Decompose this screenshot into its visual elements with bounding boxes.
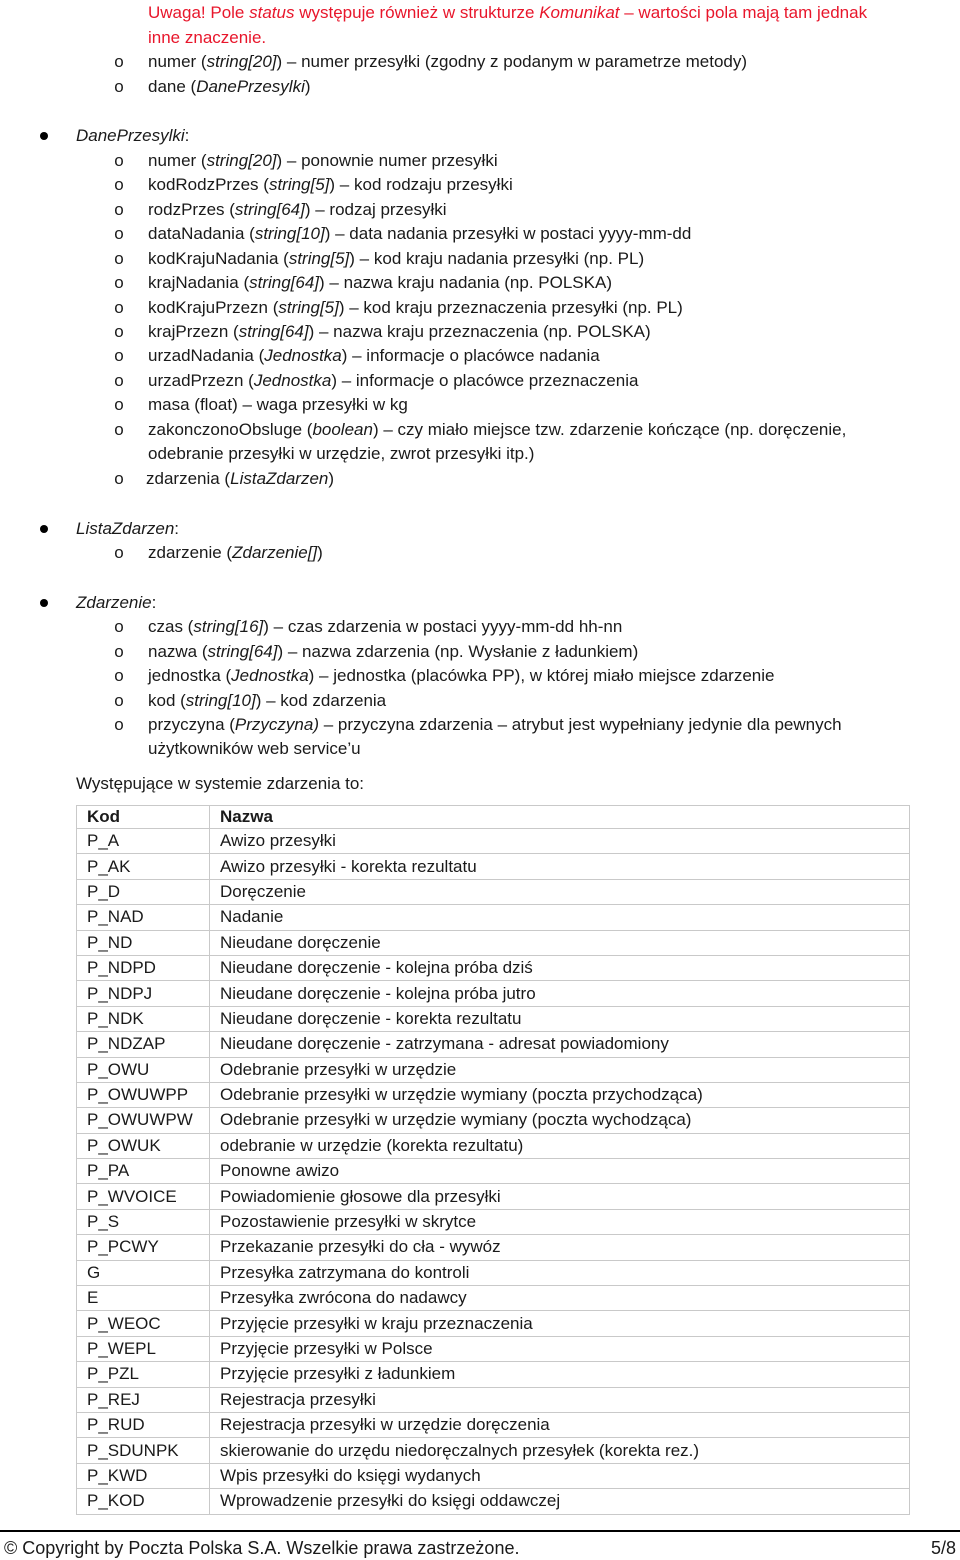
event-name-cell: Nieudane doręczenie - kolejna próba dziś <box>210 955 910 980</box>
event-name-cell: Przesyłka zwrócona do nadawcy <box>210 1286 910 1311</box>
sub-bullet-marker: o <box>114 151 124 170</box>
top-item-dane: dane (DanePrzesylki) <box>148 77 311 96</box>
warning-text: – wartości pola mają tam jednak <box>619 3 868 22</box>
warning-struct-komunikat: Komunikat <box>539 3 620 22</box>
event-name-cell: Nadanie <box>210 905 910 930</box>
event-name-cell: Przyjęcie przesyłki w Polsce <box>210 1336 910 1361</box>
event-code-cell: P_WVOICE <box>77 1184 210 1209</box>
event-name-cell: Odebranie przesyłki w urzędzie wymiany (poczta przychodząca) <box>210 1082 910 1107</box>
dane-item-continuation: odebranie przesyłki w urzędzie, zwrot przesyłki itp.) <box>148 444 535 463</box>
event-name-cell: Nieudane doręczenie - korekta rezultatu <box>210 1006 910 1031</box>
sub-bullet-marker: o <box>114 175 124 194</box>
warning-field-status: status <box>249 3 295 22</box>
event-code-cell: P_ND <box>77 930 210 955</box>
event-name-cell: Doręczenie <box>210 879 910 904</box>
sub-bullet-marker: o <box>114 691 124 710</box>
sub-bullet-marker: o <box>114 395 124 414</box>
dane-item-zdarzenia: zdarzenia (ListaZdarzen) <box>146 469 335 488</box>
top-item-numer: numer (string[20]) – numer przesyłki (zgodny z podanym w parametrze metody) <box>148 52 748 71</box>
event-code-cell: P_OWUWPW <box>77 1108 210 1133</box>
event-code-cell: P_NAD <box>77 905 210 930</box>
sub-bullet-marker: o <box>114 617 124 636</box>
event-code-cell: P_NDPJ <box>77 981 210 1006</box>
event-name-cell: Nieudane doręczenie <box>210 930 910 955</box>
table-row <box>77 930 910 955</box>
section-title-listazdarzen: ListaZdarzen: <box>76 519 180 538</box>
warning-text: występuje również w strukturze <box>294 3 540 22</box>
event-name-cell: Wpis przesyłki do księgi wydanych <box>210 1463 910 1488</box>
warning-text: Uwaga! Pole <box>148 3 250 22</box>
table-row <box>77 1108 910 1133</box>
dane-item: rodzPrzes (string[64]) – rodzaj przesyłki <box>148 200 447 219</box>
event-code-cell: P_OWUWPP <box>77 1082 210 1107</box>
sub-bullet-marker: o <box>114 224 124 243</box>
dane-item: urzadPrzezn (Jednostka) – informacje o placówce przeznaczenia <box>148 371 639 390</box>
event-code-cell: P_NDK <box>77 1006 210 1031</box>
table-row <box>77 1260 910 1285</box>
table-row <box>77 1006 910 1031</box>
event-name-cell: Wprowadzenie przesyłki do księgi oddawczej <box>210 1489 910 1514</box>
sub-bullet-marker: o <box>114 469 124 488</box>
sub-bullet-marker: o <box>114 371 124 390</box>
event-code-cell: P_OWU <box>77 1057 210 1082</box>
event-code-cell: G <box>77 1260 210 1285</box>
event-name-cell: Rejestracja przesyłki w urzędzie doręczenia <box>210 1412 910 1437</box>
zdarzenie-item: czas (string[16]) – czas zdarzenia w postaci yyyy-mm-dd hh-nn <box>148 617 623 636</box>
event-code-cell: P_PA <box>77 1159 210 1184</box>
event-name-cell: Awizo przesyłki - korekta rezultatu <box>210 854 910 879</box>
sub-bullet-marker: o <box>114 666 124 685</box>
dane-item: krajPrzezn (string[64]) – nazwa kraju przeznaczenia (np. POLSKA) <box>148 322 651 341</box>
sub-bullet-marker: o <box>114 273 124 292</box>
table-row <box>77 1463 910 1488</box>
event-name-cell: Nieudane doręczenie - kolejna próba jutro <box>210 981 910 1006</box>
table-row <box>77 1184 910 1209</box>
event-name-cell: Pozostawienie przesyłki w skrytce <box>210 1209 910 1234</box>
table-intro: Występujące w systemie zdarzenia to: <box>76 774 365 793</box>
event-name-cell: Przekazanie przesyłki do cła - wywóz <box>210 1235 910 1260</box>
event-code-cell: P_KWD <box>77 1463 210 1488</box>
sub-bullet-marker: o <box>114 298 124 317</box>
table-row <box>77 879 910 904</box>
event-code-cell: P_WEPL <box>77 1336 210 1361</box>
column-header-nazwa: Nazwa <box>210 806 910 829</box>
section-title-daneprzesylki: DanePrzesylki: <box>76 126 190 145</box>
sub-bullet-marker: o <box>114 200 124 219</box>
table-row <box>77 829 910 854</box>
table-row <box>77 1362 910 1387</box>
footer-page-number: 5/8 <box>930 1538 956 1558</box>
zdarzenie-item: jednostka (Jednostka) – jednostka (placówka PP), w której miało miejsce zdarzenie <box>148 666 775 685</box>
event-code-cell: P_A <box>77 829 210 854</box>
event-name-cell: Awizo przesyłki <box>210 829 910 854</box>
zdarzenie-item-continuation: użytkowników web service’u <box>148 739 361 758</box>
sub-bullet-marker: o <box>114 420 124 439</box>
sub-bullet-marker: o <box>114 249 124 268</box>
footer-divider <box>0 1530 960 1532</box>
table-row <box>77 1133 910 1158</box>
event-codes-table <box>76 805 910 1515</box>
event-name-cell: Przyjęcie przesyłki w kraju przeznaczenia <box>210 1311 910 1336</box>
bullet-icon <box>40 132 48 140</box>
sub-bullet-marker: o <box>114 642 124 661</box>
event-code-cell: P_SDUNPK <box>77 1438 210 1463</box>
dane-item: zakonczonoObsluge (boolean) – czy miało miejsce tzw. zdarzenie kończące (np. doręczenie, <box>148 420 847 439</box>
event-code-cell: P_KOD <box>77 1489 210 1514</box>
zdarzenie-item: nazwa (string[64]) – nazwa zdarzenia (np. Wysłanie z ładunkiem) <box>148 642 639 661</box>
warning-line-2: inne znaczenie. <box>148 28 267 47</box>
table-row <box>77 1438 910 1463</box>
table-row <box>77 1209 910 1234</box>
footer-copyright: © Copyright by Poczta Polska S.A. Wszelkie prawa zastrzeżone. <box>4 1538 520 1558</box>
table-header-row <box>77 806 910 829</box>
section-title-zdarzenie: Zdarzenie: <box>76 593 157 612</box>
sub-bullet-marker: o <box>114 346 124 365</box>
sub-bullet-marker: o <box>114 77 124 96</box>
event-code-cell: P_NDPD <box>77 955 210 980</box>
table-row <box>77 1387 910 1412</box>
lista-item: zdarzenie (Zdarzenie[]) <box>148 543 323 562</box>
table-row <box>77 955 910 980</box>
sub-bullet-marker: o <box>114 52 124 71</box>
table-row <box>77 1412 910 1437</box>
event-name-cell: Powiadomienie głosowe dla przesyłki <box>210 1184 910 1209</box>
table-row <box>77 1057 910 1082</box>
table-row <box>77 1286 910 1311</box>
event-code-cell: P_RUD <box>77 1412 210 1437</box>
table-row <box>77 1311 910 1336</box>
sub-bullet-marker: o <box>114 543 124 562</box>
dane-item: kodRodzPrzes (string[5]) – kod rodzaju przesyłki <box>148 175 513 194</box>
bullet-icon <box>40 599 48 607</box>
event-code-cell: P_D <box>77 879 210 904</box>
table-row <box>77 905 910 930</box>
event-name-cell: Nieudane doręczenie - zatrzymana - adresat powiadomiony <box>210 1032 910 1057</box>
event-code-cell: P_AK <box>77 854 210 879</box>
warning-line-1 <box>148 2 867 24</box>
table-row <box>77 981 910 1006</box>
dane-item: kodKrajuNadania (string[5]) – kod kraju nadania przesyłki (np. PL) <box>148 249 645 268</box>
event-code-cell: P_S <box>77 1209 210 1234</box>
dane-item: urzadNadania (Jednostka) – informacje o placówce nadania <box>148 346 600 365</box>
zdarzenie-item: kod (string[10]) – kod zdarzenia <box>148 691 387 710</box>
zdarzenie-item: przyczyna (Przyczyna) – przyczyna zdarzenia – atrybut jest wypełniany jedynie dla pewnych <box>148 715 842 734</box>
event-code-cell: P_PCWY <box>77 1235 210 1260</box>
event-code-cell: E <box>77 1286 210 1311</box>
event-code-cell: P_WEOC <box>77 1311 210 1336</box>
sub-bullet-marker: o <box>114 715 124 734</box>
event-name-cell: Przyjęcie przesyłki z ładunkiem <box>210 1362 910 1387</box>
event-name-cell: odebranie w urzędzie (korekta rezultatu) <box>210 1133 910 1158</box>
column-header-kod: Kod <box>77 806 210 829</box>
event-name-cell: skierowanie do urzędu niedoręczalnych przesyłek (korekta rez.) <box>210 1438 910 1463</box>
event-code-cell: P_OWUK <box>77 1133 210 1158</box>
bullet-icon <box>40 525 48 533</box>
dane-item: masa (float) – waga przesyłki w kg <box>148 395 408 414</box>
sub-bullet-marker: o <box>114 322 124 341</box>
event-name-cell: Odebranie przesyłki w urzędzie wymiany (poczta wychodząca) <box>210 1108 910 1133</box>
dane-item: kodKrajuPrzezn (string[5]) – kod kraju przeznaczenia przesyłki (np. PL) <box>148 298 683 317</box>
event-name-cell: Przesyłka zatrzymana do kontroli <box>210 1260 910 1285</box>
table-row <box>77 1082 910 1107</box>
dane-item: dataNadania (string[10]) – data nadania przesyłki w postaci yyyy-mm-dd <box>148 224 692 243</box>
table-row <box>77 1489 910 1514</box>
table-row <box>77 1235 910 1260</box>
event-name-cell: Rejestracja przesyłki <box>210 1387 910 1412</box>
dane-item: krajNadania (string[64]) – nazwa kraju nadania (np. POLSKA) <box>148 273 612 292</box>
event-name-cell: Odebranie przesyłki w urzędzie <box>210 1057 910 1082</box>
event-code-cell: P_PZL <box>77 1362 210 1387</box>
table-row <box>77 1032 910 1057</box>
table-row <box>77 1159 910 1184</box>
event-code-cell: P_NDZAP <box>77 1032 210 1057</box>
table-row <box>77 1336 910 1361</box>
table-row <box>77 854 910 879</box>
dane-item: numer (string[20]) – ponownie numer przesyłki <box>148 151 498 170</box>
event-name-cell: Ponowne awizo <box>210 1159 910 1184</box>
event-code-cell: P_REJ <box>77 1387 210 1412</box>
